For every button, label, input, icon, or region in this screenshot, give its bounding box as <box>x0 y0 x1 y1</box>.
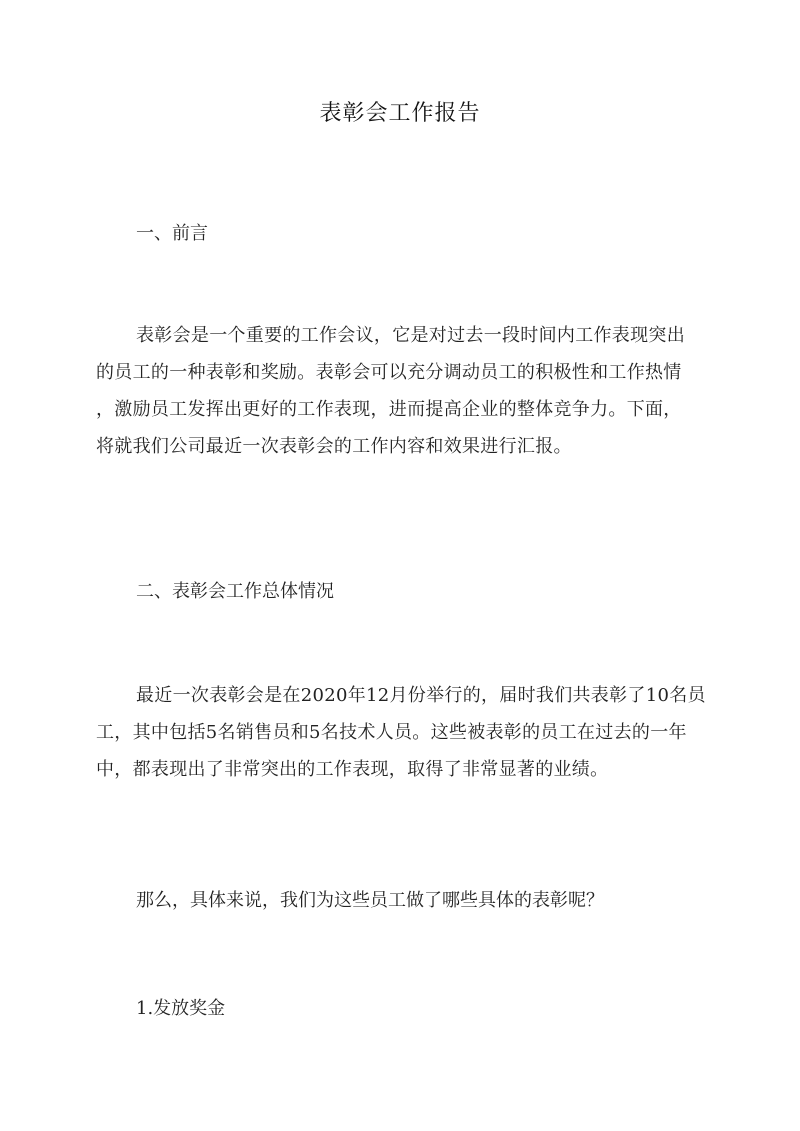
section-1-heading: 一、前言 <box>136 223 208 244</box>
question-line: 那么，具体来说，我们为这些员工做了哪些具体的表彰呢？ <box>136 890 604 911</box>
paragraph-line: 最近一次表彰会是在2020年12月份举行的，届时我们共表彰了10名员 <box>136 685 706 706</box>
paragraph-line: 将就我们公司最近一次表彰会的工作内容和效果进行汇报。 <box>96 436 572 457</box>
section-2-heading: 二、表彰会工作总体情况 <box>136 581 334 602</box>
paragraph-line: ，激励员工发挥出更好的工作表现，进而提高企业的整体竞争力。下面， <box>96 399 682 420</box>
paragraph-line: 中，都表现出了非常突出的工作表现，取得了非常显著的业绩。 <box>96 759 609 780</box>
section-2-paragraph <box>96 677 706 788</box>
paragraph-line: 表彰会是一个重要的工作会议，它是对过去一段时间内工作表现突出 <box>136 325 685 346</box>
section-1-paragraph <box>96 317 706 465</box>
document-title: 表彰会工作报告 <box>319 101 481 126</box>
paragraph-line: 工，其中包括5名销售员和5名技术人员。这些被表彰的员工在过去的一年 <box>96 722 687 743</box>
paragraph-line: 的员工的一种表彰和奖励。表彰会可以充分调动员工的积极性和工作热情 <box>96 362 682 383</box>
item-1-heading: 1.发放奖金 <box>136 998 226 1019</box>
